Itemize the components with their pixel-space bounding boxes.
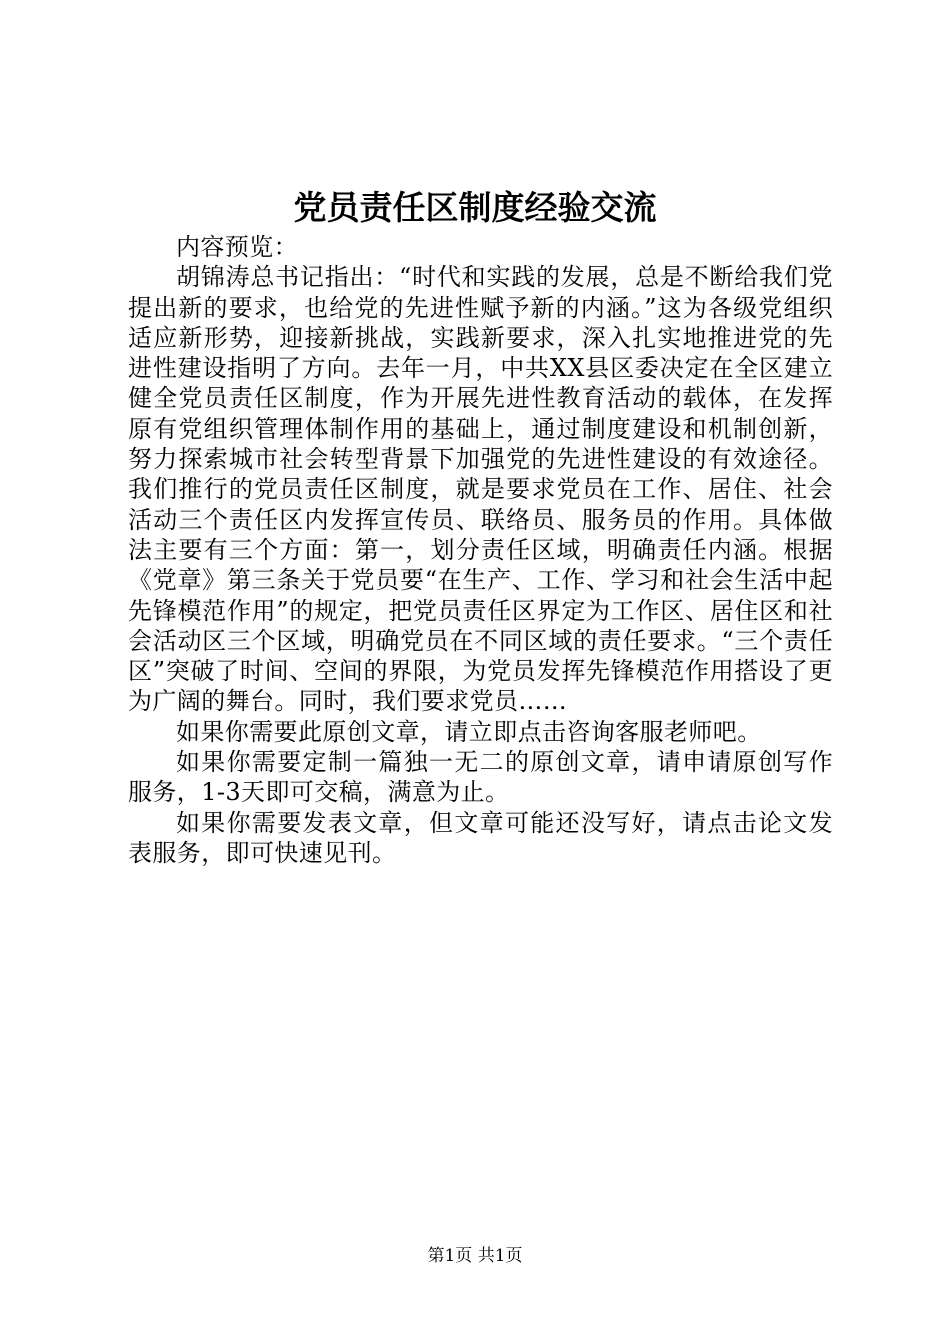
body-paragraph-main: 胡锦涛总书记指出：“时代和实践的发展，总是不断给我们党提出新的要求，也给党的先进性赋予新的内涵。”这为各级党组织适应新形势，迎接新挑战，实践新要求，深入扎实地推进党的先进性建设指明了方向。去年一月，中共XX县区委决定在全区建立健全党员责任区制度，作为开展先进性教育活动的载体，在发挥原有党组织管理体制作用的基础上，通过制度建设和机制创新，努力探索城市社会转型背景下加强党的先进性建设的有效途径。我们推行的党员责任区制度，就是要求党员在工作、居住、社会活动三个责任区内发挥宣传员、联络员、服务员的作用。具体做法主要有三个方面：第一，划分责任区域，明确责任内涵。根据《党章》第三条关于党员要“在生产、工作、学习和社会生活中起先锋模范作用”的规定，把党员责任区界定为工作区、居住区和社会活动区三个区域，明确党员在不同区域的责任要求。“三个责任区”突破了时间、空间的界限，为党员发挥先锋模范作用搭设了更为广阔的舞台。同时，我们要求党员……: [128, 263, 833, 716]
page-number-footer: 第1页 共1页: [427, 1246, 523, 1266]
document-title: 党员责任区制度经验交流: [293, 188, 657, 227]
preview-label: 内容预览：: [176, 233, 298, 261]
body-paragraph-custom-writing: 如果你需要定制一篇独一无二的原创文章，请申请原创写作服务，1-3天即可交稿，满意为止。: [128, 748, 833, 807]
body-paragraph-publish: 如果你需要发表文章，但文章可能还没写好，请点击论文发表服务，即可快速见刊。: [128, 808, 833, 867]
body-paragraph-consult: 如果你需要此原创文章，请立即点击咨询客服老师吧。: [176, 717, 762, 746]
document-body: [128, 232, 833, 868]
